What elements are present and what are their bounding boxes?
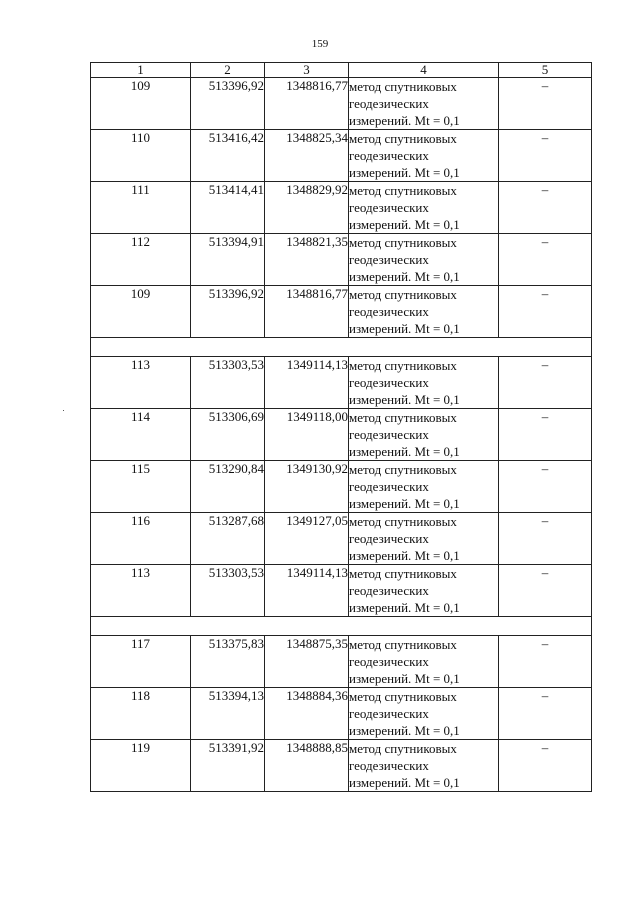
coordinate-y: 1348884,36: [265, 688, 349, 740]
coordinate-x: 513375,83: [191, 636, 265, 688]
method-line: метод спутниковых: [349, 358, 457, 373]
coordinate-y: 1348875,35: [265, 636, 349, 688]
method-line: метод спутниковых: [349, 462, 457, 477]
note-dash: –: [499, 565, 592, 617]
measurement-method: [349, 234, 499, 286]
note-dash: –: [499, 286, 592, 338]
method-line: метод спутниковых: [349, 235, 457, 250]
method-line: геодезических: [349, 304, 429, 319]
scan-speck: [63, 410, 64, 411]
method-line: метод спутниковых: [349, 689, 457, 704]
coordinate-y: 1349114,13: [265, 357, 349, 409]
method-line: измерений. Mt = 0,1: [349, 548, 460, 563]
coordinate-y: 1349118,00: [265, 409, 349, 461]
method-line: измерений. Mt = 0,1: [349, 775, 460, 790]
table-row: [91, 182, 592, 234]
method-line: геодезических: [349, 654, 429, 669]
coordinate-y: 1348816,77: [265, 286, 349, 338]
method-line: измерений. Mt = 0,1: [349, 321, 460, 336]
table-body: [91, 78, 592, 792]
method-line: метод спутниковых: [349, 79, 457, 94]
method-line: измерений. Mt = 0,1: [349, 269, 460, 284]
column-header-method: 4: [349, 63, 499, 78]
coordinate-y: 1348821,35: [265, 234, 349, 286]
coordinate-x: 513306,69: [191, 409, 265, 461]
point-number: 118: [91, 688, 191, 740]
method-line: метод спутниковых: [349, 566, 457, 581]
point-number: 113: [91, 565, 191, 617]
coordinate-x: 513287,68: [191, 513, 265, 565]
contour-separator-row: [91, 617, 592, 636]
coordinates-table: [90, 62, 592, 792]
method-line: измерений. Mt = 0,1: [349, 217, 460, 232]
method-line: метод спутниковых: [349, 287, 457, 302]
method-line: геодезических: [349, 706, 429, 721]
method-line: метод спутниковых: [349, 131, 457, 146]
note-dash: –: [499, 461, 592, 513]
table-row: [91, 409, 592, 461]
column-header-note: 5: [499, 63, 592, 78]
column-header-x: 2: [191, 63, 265, 78]
contour-separator: [91, 617, 592, 636]
table-header-row: [91, 63, 592, 78]
note-dash: –: [499, 513, 592, 565]
point-number: 111: [91, 182, 191, 234]
method-line: измерений. Mt = 0,1: [349, 444, 460, 459]
method-line: геодезических: [349, 583, 429, 598]
measurement-method: [349, 130, 499, 182]
table-row: [91, 513, 592, 565]
measurement-method: [349, 513, 499, 565]
method-line: измерений. Mt = 0,1: [349, 113, 460, 128]
method-line: измерений. Mt = 0,1: [349, 392, 460, 407]
coordinate-y: 1348829,92: [265, 182, 349, 234]
point-number: 115: [91, 461, 191, 513]
coordinate-y: 1349114,13: [265, 565, 349, 617]
note-dash: –: [499, 182, 592, 234]
measurement-method: [349, 409, 499, 461]
contour-separator: [91, 338, 592, 357]
column-header-y: 3: [265, 63, 349, 78]
measurement-method: [349, 78, 499, 130]
table-row: [91, 740, 592, 792]
table-row: [91, 130, 592, 182]
table-row: [91, 357, 592, 409]
coordinate-x: 513396,92: [191, 78, 265, 130]
method-line: геодезических: [349, 200, 429, 215]
method-line: геодезических: [349, 758, 429, 773]
table-row: [91, 636, 592, 688]
note-dash: –: [499, 78, 592, 130]
coordinate-x: 513290,84: [191, 461, 265, 513]
measurement-method: [349, 182, 499, 234]
point-number: 109: [91, 286, 191, 338]
note-dash: –: [499, 636, 592, 688]
note-dash: –: [499, 357, 592, 409]
method-line: измерений. Mt = 0,1: [349, 496, 460, 511]
method-line: измерений. Mt = 0,1: [349, 723, 460, 738]
coordinate-x: 513391,92: [191, 740, 265, 792]
coordinate-y: 1348825,34: [265, 130, 349, 182]
coordinate-y: 1349130,92: [265, 461, 349, 513]
point-number: 109: [91, 78, 191, 130]
coordinate-y: 1349127,05: [265, 513, 349, 565]
coordinate-x: 513394,13: [191, 688, 265, 740]
measurement-method: [349, 740, 499, 792]
measurement-method: [349, 636, 499, 688]
measurement-method: [349, 565, 499, 617]
point-number: 110: [91, 130, 191, 182]
table-row: [91, 565, 592, 617]
method-line: геодезических: [349, 148, 429, 163]
note-dash: –: [499, 740, 592, 792]
method-line: измерений. Mt = 0,1: [349, 600, 460, 615]
method-line: геодезических: [349, 427, 429, 442]
method-line: метод спутниковых: [349, 514, 457, 529]
coordinate-y: 1348816,77: [265, 78, 349, 130]
note-dash: –: [499, 688, 592, 740]
method-line: геодезических: [349, 96, 429, 111]
method-line: измерений. Mt = 0,1: [349, 671, 460, 686]
point-number: 114: [91, 409, 191, 461]
method-line: геодезических: [349, 375, 429, 390]
contour-separator-row: [91, 338, 592, 357]
method-line: геодезических: [349, 531, 429, 546]
point-number: 119: [91, 740, 191, 792]
note-dash: –: [499, 130, 592, 182]
table-row: [91, 461, 592, 513]
column-header-point: 1: [91, 63, 191, 78]
measurement-method: [349, 357, 499, 409]
method-line: измерений. Mt = 0,1: [349, 165, 460, 180]
point-number: 116: [91, 513, 191, 565]
method-line: метод спутниковых: [349, 637, 457, 652]
measurement-method: [349, 688, 499, 740]
coordinate-x: 513414,41: [191, 182, 265, 234]
coordinate-x: 513394,91: [191, 234, 265, 286]
method-line: метод спутниковых: [349, 410, 457, 425]
coordinate-x: 513416,42: [191, 130, 265, 182]
coordinate-x: 513303,53: [191, 565, 265, 617]
point-number: 117: [91, 636, 191, 688]
point-number: 113: [91, 357, 191, 409]
method-line: геодезических: [349, 479, 429, 494]
point-number: 112: [91, 234, 191, 286]
note-dash: –: [499, 234, 592, 286]
coordinate-y: 1348888,85: [265, 740, 349, 792]
method-line: геодезических: [349, 252, 429, 267]
table-row: [91, 234, 592, 286]
method-line: метод спутниковых: [349, 741, 457, 756]
measurement-method: [349, 286, 499, 338]
page-number: 159: [311, 38, 329, 50]
table-row: [91, 286, 592, 338]
table-row: [91, 78, 592, 130]
note-dash: –: [499, 409, 592, 461]
coordinate-x: 513303,53: [191, 357, 265, 409]
measurement-method: [349, 461, 499, 513]
method-line: метод спутниковых: [349, 183, 457, 198]
coordinate-x: 513396,92: [191, 286, 265, 338]
table-row: [91, 688, 592, 740]
